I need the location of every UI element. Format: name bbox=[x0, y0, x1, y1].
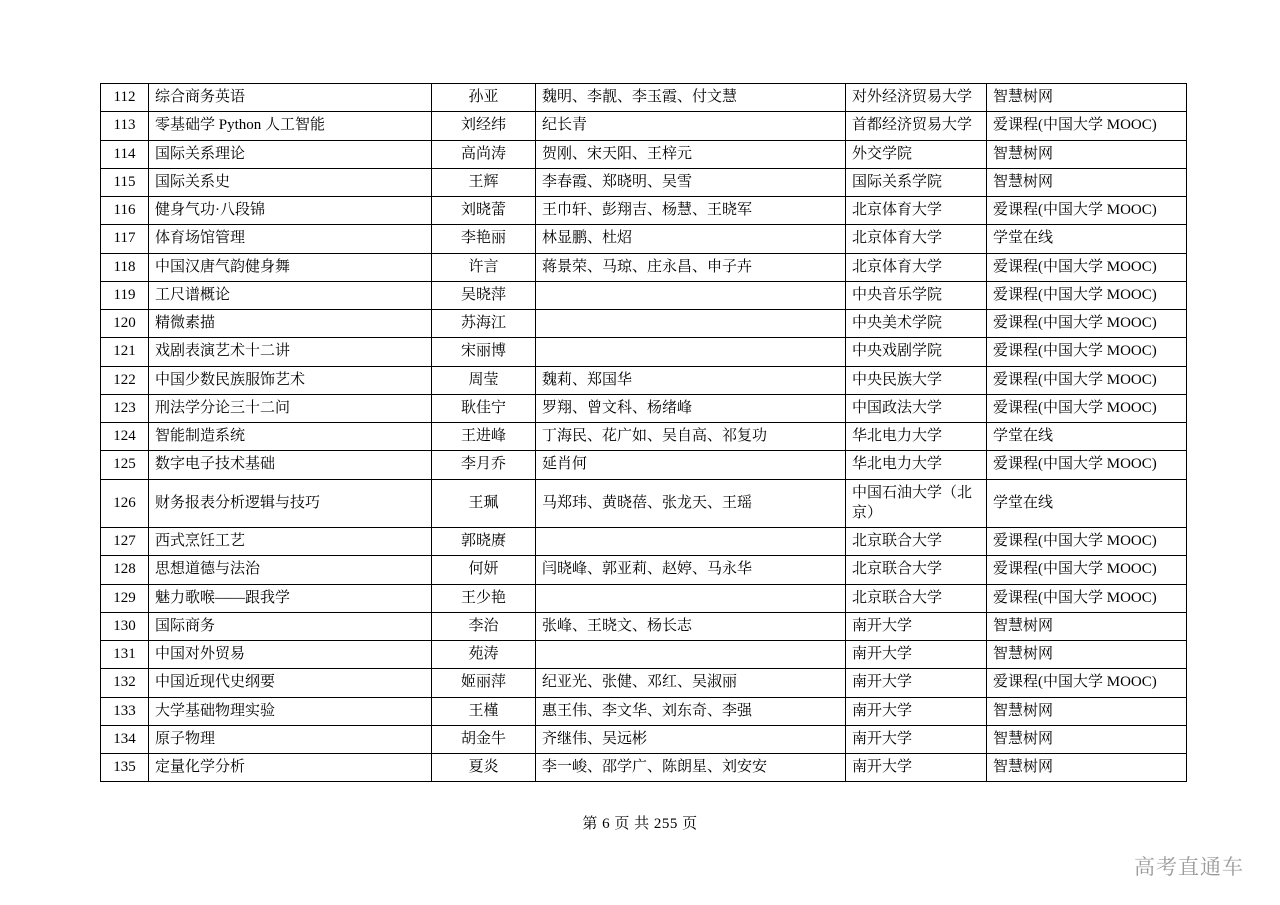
cell-course-name: 综合商务英语 bbox=[149, 84, 432, 112]
cell-team-members bbox=[536, 338, 846, 366]
cell-platform: 爱课程(中国大学 MOOC) bbox=[987, 451, 1187, 479]
cell-school: 国际关系学院 bbox=[846, 168, 987, 196]
cell-platform: 智慧树网 bbox=[987, 641, 1187, 669]
cell-platform: 智慧树网 bbox=[987, 754, 1187, 782]
cell-index: 120 bbox=[101, 310, 149, 338]
cell-team-members: 齐继伟、吴远彬 bbox=[536, 725, 846, 753]
cell-school: 南开大学 bbox=[846, 725, 987, 753]
cell-index: 130 bbox=[101, 612, 149, 640]
cell-team-members: 林显鹏、杜炤 bbox=[536, 225, 846, 253]
cell-course-name: 健身气功·八段锦 bbox=[149, 197, 432, 225]
cell-school: 华北电力大学 bbox=[846, 423, 987, 451]
cell-index: 113 bbox=[101, 112, 149, 140]
cell-school: 北京体育大学 bbox=[846, 225, 987, 253]
cell-team-members bbox=[536, 641, 846, 669]
cell-course-leader: 王珮 bbox=[432, 479, 536, 528]
cell-course-leader: 宋丽博 bbox=[432, 338, 536, 366]
course-table bbox=[100, 83, 1187, 782]
cell-school: 北京联合大学 bbox=[846, 584, 987, 612]
course-table-container bbox=[100, 83, 1186, 782]
cell-index: 122 bbox=[101, 366, 149, 394]
cell-team-members: 延肖何 bbox=[536, 451, 846, 479]
cell-course-name: 刑法学分论三十二问 bbox=[149, 394, 432, 422]
cell-team-members: 贺刚、宋天阳、王梓元 bbox=[536, 140, 846, 168]
cell-course-leader: 姬丽萍 bbox=[432, 669, 536, 697]
cell-course-name: 中国对外贸易 bbox=[149, 641, 432, 669]
cell-school: 中央民族大学 bbox=[846, 366, 987, 394]
cell-team-members: 马郑玮、黄晓蓓、张龙天、王瑶 bbox=[536, 479, 846, 528]
cell-index: 125 bbox=[101, 451, 149, 479]
cell-school: 中央音乐学院 bbox=[846, 281, 987, 309]
cell-platform: 智慧树网 bbox=[987, 84, 1187, 112]
cell-team-members: 蒋景荣、马琼、庄永昌、申子卉 bbox=[536, 253, 846, 281]
cell-index: 119 bbox=[101, 281, 149, 309]
cell-course-leader: 王少艳 bbox=[432, 584, 536, 612]
cell-school: 南开大学 bbox=[846, 697, 987, 725]
cell-school: 北京体育大学 bbox=[846, 253, 987, 281]
table-row bbox=[101, 423, 1187, 451]
cell-index: 123 bbox=[101, 394, 149, 422]
cell-school: 南开大学 bbox=[846, 669, 987, 697]
cell-school: 北京联合大学 bbox=[846, 528, 987, 556]
cell-course-name: 中国近现代史纲要 bbox=[149, 669, 432, 697]
cell-school: 南开大学 bbox=[846, 612, 987, 640]
cell-team-members: 惠王伟、李文华、刘东奇、李强 bbox=[536, 697, 846, 725]
table-row bbox=[101, 669, 1187, 697]
cell-platform: 智慧树网 bbox=[987, 140, 1187, 168]
cell-index: 121 bbox=[101, 338, 149, 366]
cell-course-leader: 王进峰 bbox=[432, 423, 536, 451]
cell-team-members bbox=[536, 281, 846, 309]
cell-course-name: 定量化学分析 bbox=[149, 754, 432, 782]
table-row bbox=[101, 612, 1187, 640]
cell-platform: 爱课程(中国大学 MOOC) bbox=[987, 669, 1187, 697]
table-row bbox=[101, 310, 1187, 338]
cell-platform: 智慧树网 bbox=[987, 612, 1187, 640]
cell-index: 131 bbox=[101, 641, 149, 669]
cell-course-leader: 李治 bbox=[432, 612, 536, 640]
cell-platform: 爱课程(中国大学 MOOC) bbox=[987, 253, 1187, 281]
cell-platform: 爱课程(中国大学 MOOC) bbox=[987, 584, 1187, 612]
watermark: 高考直通车 bbox=[1134, 856, 1244, 879]
cell-platform: 爱课程(中国大学 MOOC) bbox=[987, 394, 1187, 422]
table-row bbox=[101, 697, 1187, 725]
cell-platform: 学堂在线 bbox=[987, 225, 1187, 253]
cell-team-members: 罗翔、曾文科、杨绪峰 bbox=[536, 394, 846, 422]
cell-index: 115 bbox=[101, 168, 149, 196]
cell-team-members: 纪长青 bbox=[536, 112, 846, 140]
cell-course-leader: 夏炎 bbox=[432, 754, 536, 782]
cell-platform: 爱课程(中国大学 MOOC) bbox=[987, 366, 1187, 394]
cell-school: 首都经济贸易大学 bbox=[846, 112, 987, 140]
cell-platform: 爱课程(中国大学 MOOC) bbox=[987, 556, 1187, 584]
cell-course-leader: 苏海江 bbox=[432, 310, 536, 338]
cell-course-name: 大学基础物理实验 bbox=[149, 697, 432, 725]
cell-platform: 智慧树网 bbox=[987, 697, 1187, 725]
cell-platform: 学堂在线 bbox=[987, 423, 1187, 451]
cell-course-leader: 刘晓蕾 bbox=[432, 197, 536, 225]
cell-index: 132 bbox=[101, 669, 149, 697]
cell-team-members bbox=[536, 310, 846, 338]
cell-school: 外交学院 bbox=[846, 140, 987, 168]
cell-course-name: 国际商务 bbox=[149, 612, 432, 640]
cell-course-name: 零基础学 Python 人工智能 bbox=[149, 112, 432, 140]
cell-index: 128 bbox=[101, 556, 149, 584]
cell-course-leader: 何妍 bbox=[432, 556, 536, 584]
cell-course-leader: 周莹 bbox=[432, 366, 536, 394]
table-row bbox=[101, 584, 1187, 612]
cell-school: 中国石油大学（北京） bbox=[846, 479, 987, 528]
cell-course-name: 思想道德与法治 bbox=[149, 556, 432, 584]
cell-course-leader: 王辉 bbox=[432, 168, 536, 196]
cell-school: 中央戏剧学院 bbox=[846, 338, 987, 366]
cell-course-name: 中国汉唐气韵健身舞 bbox=[149, 253, 432, 281]
table-row bbox=[101, 725, 1187, 753]
cell-course-leader: 郭晓赓 bbox=[432, 528, 536, 556]
cell-index: 133 bbox=[101, 697, 149, 725]
cell-school: 北京联合大学 bbox=[846, 556, 987, 584]
table-row bbox=[101, 338, 1187, 366]
cell-team-members: 李一峻、邵学广、陈朗星、刘安安 bbox=[536, 754, 846, 782]
cell-school: 对外经济贸易大学 bbox=[846, 84, 987, 112]
cell-course-name: 魅力歌喉——跟我学 bbox=[149, 584, 432, 612]
table-row bbox=[101, 197, 1187, 225]
cell-school: 南开大学 bbox=[846, 754, 987, 782]
cell-team-members: 魏莉、郑国华 bbox=[536, 366, 846, 394]
table-row bbox=[101, 140, 1187, 168]
cell-course-name: 精微素描 bbox=[149, 310, 432, 338]
course-table-body bbox=[101, 84, 1187, 782]
cell-course-leader: 李艳丽 bbox=[432, 225, 536, 253]
cell-platform: 智慧树网 bbox=[987, 168, 1187, 196]
table-row bbox=[101, 168, 1187, 196]
cell-course-name: 戏剧表演艺术十二讲 bbox=[149, 338, 432, 366]
cell-platform: 学堂在线 bbox=[987, 479, 1187, 528]
cell-team-members bbox=[536, 528, 846, 556]
table-row bbox=[101, 225, 1187, 253]
cell-school: 华北电力大学 bbox=[846, 451, 987, 479]
cell-course-leader: 王槿 bbox=[432, 697, 536, 725]
table-row bbox=[101, 84, 1187, 112]
cell-team-members: 闫晓峰、郭亚莉、赵婷、马永华 bbox=[536, 556, 846, 584]
cell-school: 北京体育大学 bbox=[846, 197, 987, 225]
table-row bbox=[101, 112, 1187, 140]
cell-team-members: 张峰、王晓文、杨长志 bbox=[536, 612, 846, 640]
cell-platform: 爱课程(中国大学 MOOC) bbox=[987, 281, 1187, 309]
table-row bbox=[101, 754, 1187, 782]
cell-course-leader: 胡金牛 bbox=[432, 725, 536, 753]
cell-course-name: 原子物理 bbox=[149, 725, 432, 753]
cell-index: 117 bbox=[101, 225, 149, 253]
table-row bbox=[101, 281, 1187, 309]
cell-course-name: 数字电子技术基础 bbox=[149, 451, 432, 479]
cell-course-leader: 耿佳宁 bbox=[432, 394, 536, 422]
cell-index: 114 bbox=[101, 140, 149, 168]
table-row bbox=[101, 528, 1187, 556]
cell-platform: 爱课程(中国大学 MOOC) bbox=[987, 310, 1187, 338]
cell-school: 中央美术学院 bbox=[846, 310, 987, 338]
cell-course-name: 中国少数民族服饰艺术 bbox=[149, 366, 432, 394]
cell-team-members bbox=[536, 584, 846, 612]
cell-course-leader: 苑涛 bbox=[432, 641, 536, 669]
cell-team-members: 魏明、李靓、李玉霞、付文慧 bbox=[536, 84, 846, 112]
cell-platform: 爱课程(中国大学 MOOC) bbox=[987, 528, 1187, 556]
cell-index: 135 bbox=[101, 754, 149, 782]
table-row bbox=[101, 366, 1187, 394]
cell-index: 134 bbox=[101, 725, 149, 753]
cell-platform: 爱课程(中国大学 MOOC) bbox=[987, 197, 1187, 225]
cell-school: 南开大学 bbox=[846, 641, 987, 669]
cell-course-name: 国际关系理论 bbox=[149, 140, 432, 168]
cell-platform: 智慧树网 bbox=[987, 725, 1187, 753]
cell-platform: 爱课程(中国大学 MOOC) bbox=[987, 112, 1187, 140]
cell-course-leader: 高尚涛 bbox=[432, 140, 536, 168]
table-row bbox=[101, 253, 1187, 281]
cell-course-name: 工尺谱概论 bbox=[149, 281, 432, 309]
cell-course-name: 体育场馆管理 bbox=[149, 225, 432, 253]
cell-course-leader: 李月乔 bbox=[432, 451, 536, 479]
table-row bbox=[101, 641, 1187, 669]
cell-course-leader: 吴晓萍 bbox=[432, 281, 536, 309]
cell-platform: 爱课程(中国大学 MOOC) bbox=[987, 338, 1187, 366]
cell-team-members: 丁海民、花广如、吴自高、祁复功 bbox=[536, 423, 846, 451]
cell-index: 127 bbox=[101, 528, 149, 556]
cell-course-name: 西式烹饪工艺 bbox=[149, 528, 432, 556]
table-row bbox=[101, 556, 1187, 584]
cell-team-members: 纪亚光、张健、邓红、吴淑丽 bbox=[536, 669, 846, 697]
cell-course-name: 智能制造系统 bbox=[149, 423, 432, 451]
cell-course-leader: 刘经纬 bbox=[432, 112, 536, 140]
table-row bbox=[101, 394, 1187, 422]
cell-index: 116 bbox=[101, 197, 149, 225]
cell-index: 124 bbox=[101, 423, 149, 451]
page-footer: 第 6 页 共 255 页 bbox=[582, 816, 698, 832]
cell-index: 129 bbox=[101, 584, 149, 612]
cell-course-leader: 许言 bbox=[432, 253, 536, 281]
cell-team-members: 李春霞、郑晓明、吴雪 bbox=[536, 168, 846, 196]
cell-school: 中国政法大学 bbox=[846, 394, 987, 422]
table-row bbox=[101, 479, 1187, 528]
cell-index: 118 bbox=[101, 253, 149, 281]
cell-course-name: 财务报表分析逻辑与技巧 bbox=[149, 479, 432, 528]
cell-course-name: 国际关系史 bbox=[149, 168, 432, 196]
cell-index: 126 bbox=[101, 479, 149, 528]
cell-course-leader: 孙亚 bbox=[432, 84, 536, 112]
table-row bbox=[101, 451, 1187, 479]
cell-team-members: 王巾轩、彭翔吉、杨慧、王晓军 bbox=[536, 197, 846, 225]
cell-index: 112 bbox=[101, 84, 149, 112]
